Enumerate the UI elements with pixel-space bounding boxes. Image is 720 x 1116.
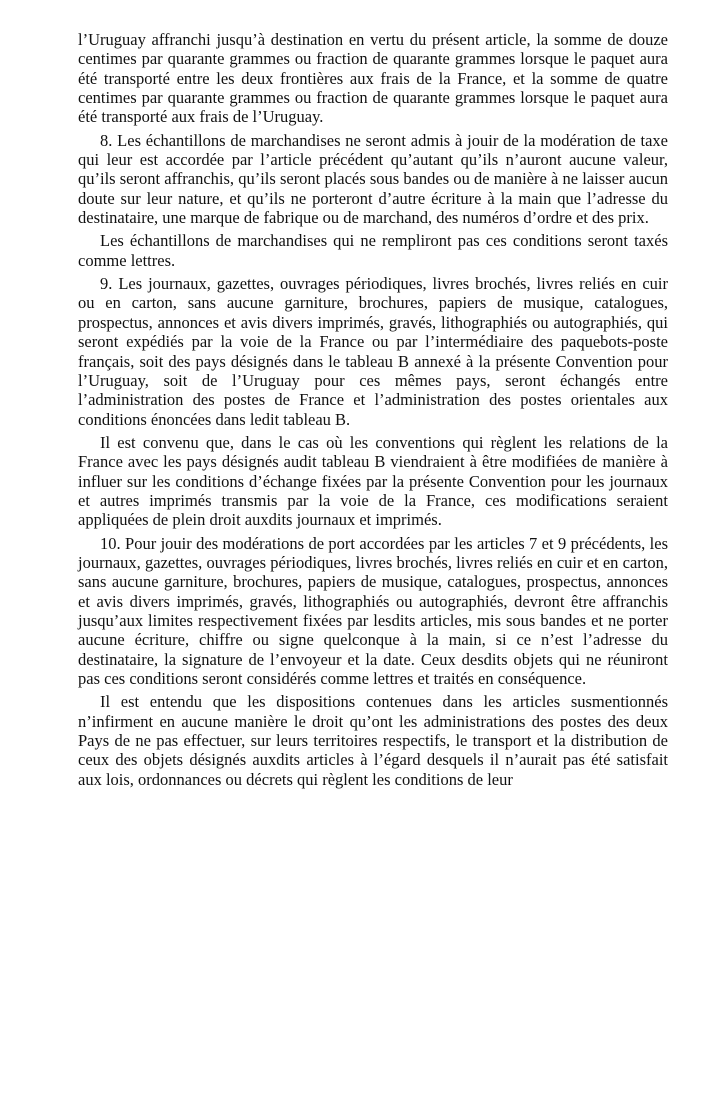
paragraph-continuation: l’Uruguay affranchi jusqu’à destination en vertu du présent article, la somme de douze centimes par quarante grammes ou fraction de quarante grammes lorsque le paquet aura été transporté entre les deux frontières aux frais de la France, et la somme de quatre centimes par quarante grammes ou fraction de quarante grammes lorsque le paquet aura été transporté aux frais de l’Uruguay. (78, 30, 668, 127)
paragraph-article-9-convention: Il est convenu que, dans le cas où les conventions qui règlent les relations de la France avec les pays désignés audit tableau B viendraient à être modifiées de manière à influer sur les conditions d’échange fixées par la présente Convention pour les journaux et autres imprimés transmis par la voie de la France, ces modifications seraient appliquées de plein droit auxdits journaux et imprimés. (78, 432, 668, 530)
paragraph-article-9: 9. Les journaux, gazettes, ouvrages périodiques, livres brochés, livres reliés en cuir ou en carton, sans aucune garniture, brochures, papiers de musique, catalogues, prospectus, annonces et avis divers imprimés, gravés, lithographiés ou autographiés, qui seront expédiés par la voie de la France ou par l’intermédiaire des paquebots-poste français, soit des pays désignés dans le tableau B annexé à la présente Convention pour l’Uruguay, soit de l’Uruguay pour ces mêmes pays, seront échangés entre l’administration des postes de France et l’administration des postes orientales aux conditions énoncées dans ledit tableau B. (78, 274, 668, 429)
paragraph-article-8: 8. Les échantillons de marchandises ne seront admis à jouir de la modération de taxe qui leur est accordée par l’article précédent qu’autant qu’ils n’auront aucune valeur, qu’ils seront affranchis, qu’ils seront placés sous bandes ou de manière à ne laisser aucun doute sur leur nature, et qu’ils ne porteront d’autre écriture à la main que l’adresse du destinataire, une marque de fabrique ou de marchand, des numéros d’ordre et des prix. (78, 130, 668, 228)
paragraph-article-10: 10. Pour jouir des modérations de port accordées par les articles 7 et 9 précédents, les journaux, gazettes, ouvrages périodiques, livres brochés, livres reliés en cuir et en carton, sans aucune garniture, brochures, papiers de musique, catalogues, prospectus, annonces et avis divers imprimés, gravés, lithographiés ou autographiés, devront être affranchis jusqu’aux limites respectivement fixées par lesdits articles, mis sous bandes et ne porter aucune écriture, chiffre ou signe quelconque à la main, si ce n’est l’adresse du destinataire, la signature de l’envoyeur et la date. Ceux desdits objets qui ne réuniront pas ces conditions seront considérés comme lettres et traités en conséquence. (78, 533, 668, 688)
paragraph-article-10-dispositions: Il est entendu que les dispositions contenues dans les articles susmentionnés n’infirment en aucune manière le droit qu’ont les administrations des postes des deux Pays de ne pas effectuer, sur leurs territoires respectifs, le transport et la distribution de ceux des objets désignés auxdits articles à l’égard desquels il n’aurait pas été satisfait aux lois, ordonnances ou décrets qui règlent les conditions de leur (78, 692, 668, 789)
document-page (78, 30, 668, 793)
paragraph-article-8-samples: Les échantillons de marchandises qui ne rempliront pas ces conditions seront taxés comme lettres. (78, 231, 668, 270)
